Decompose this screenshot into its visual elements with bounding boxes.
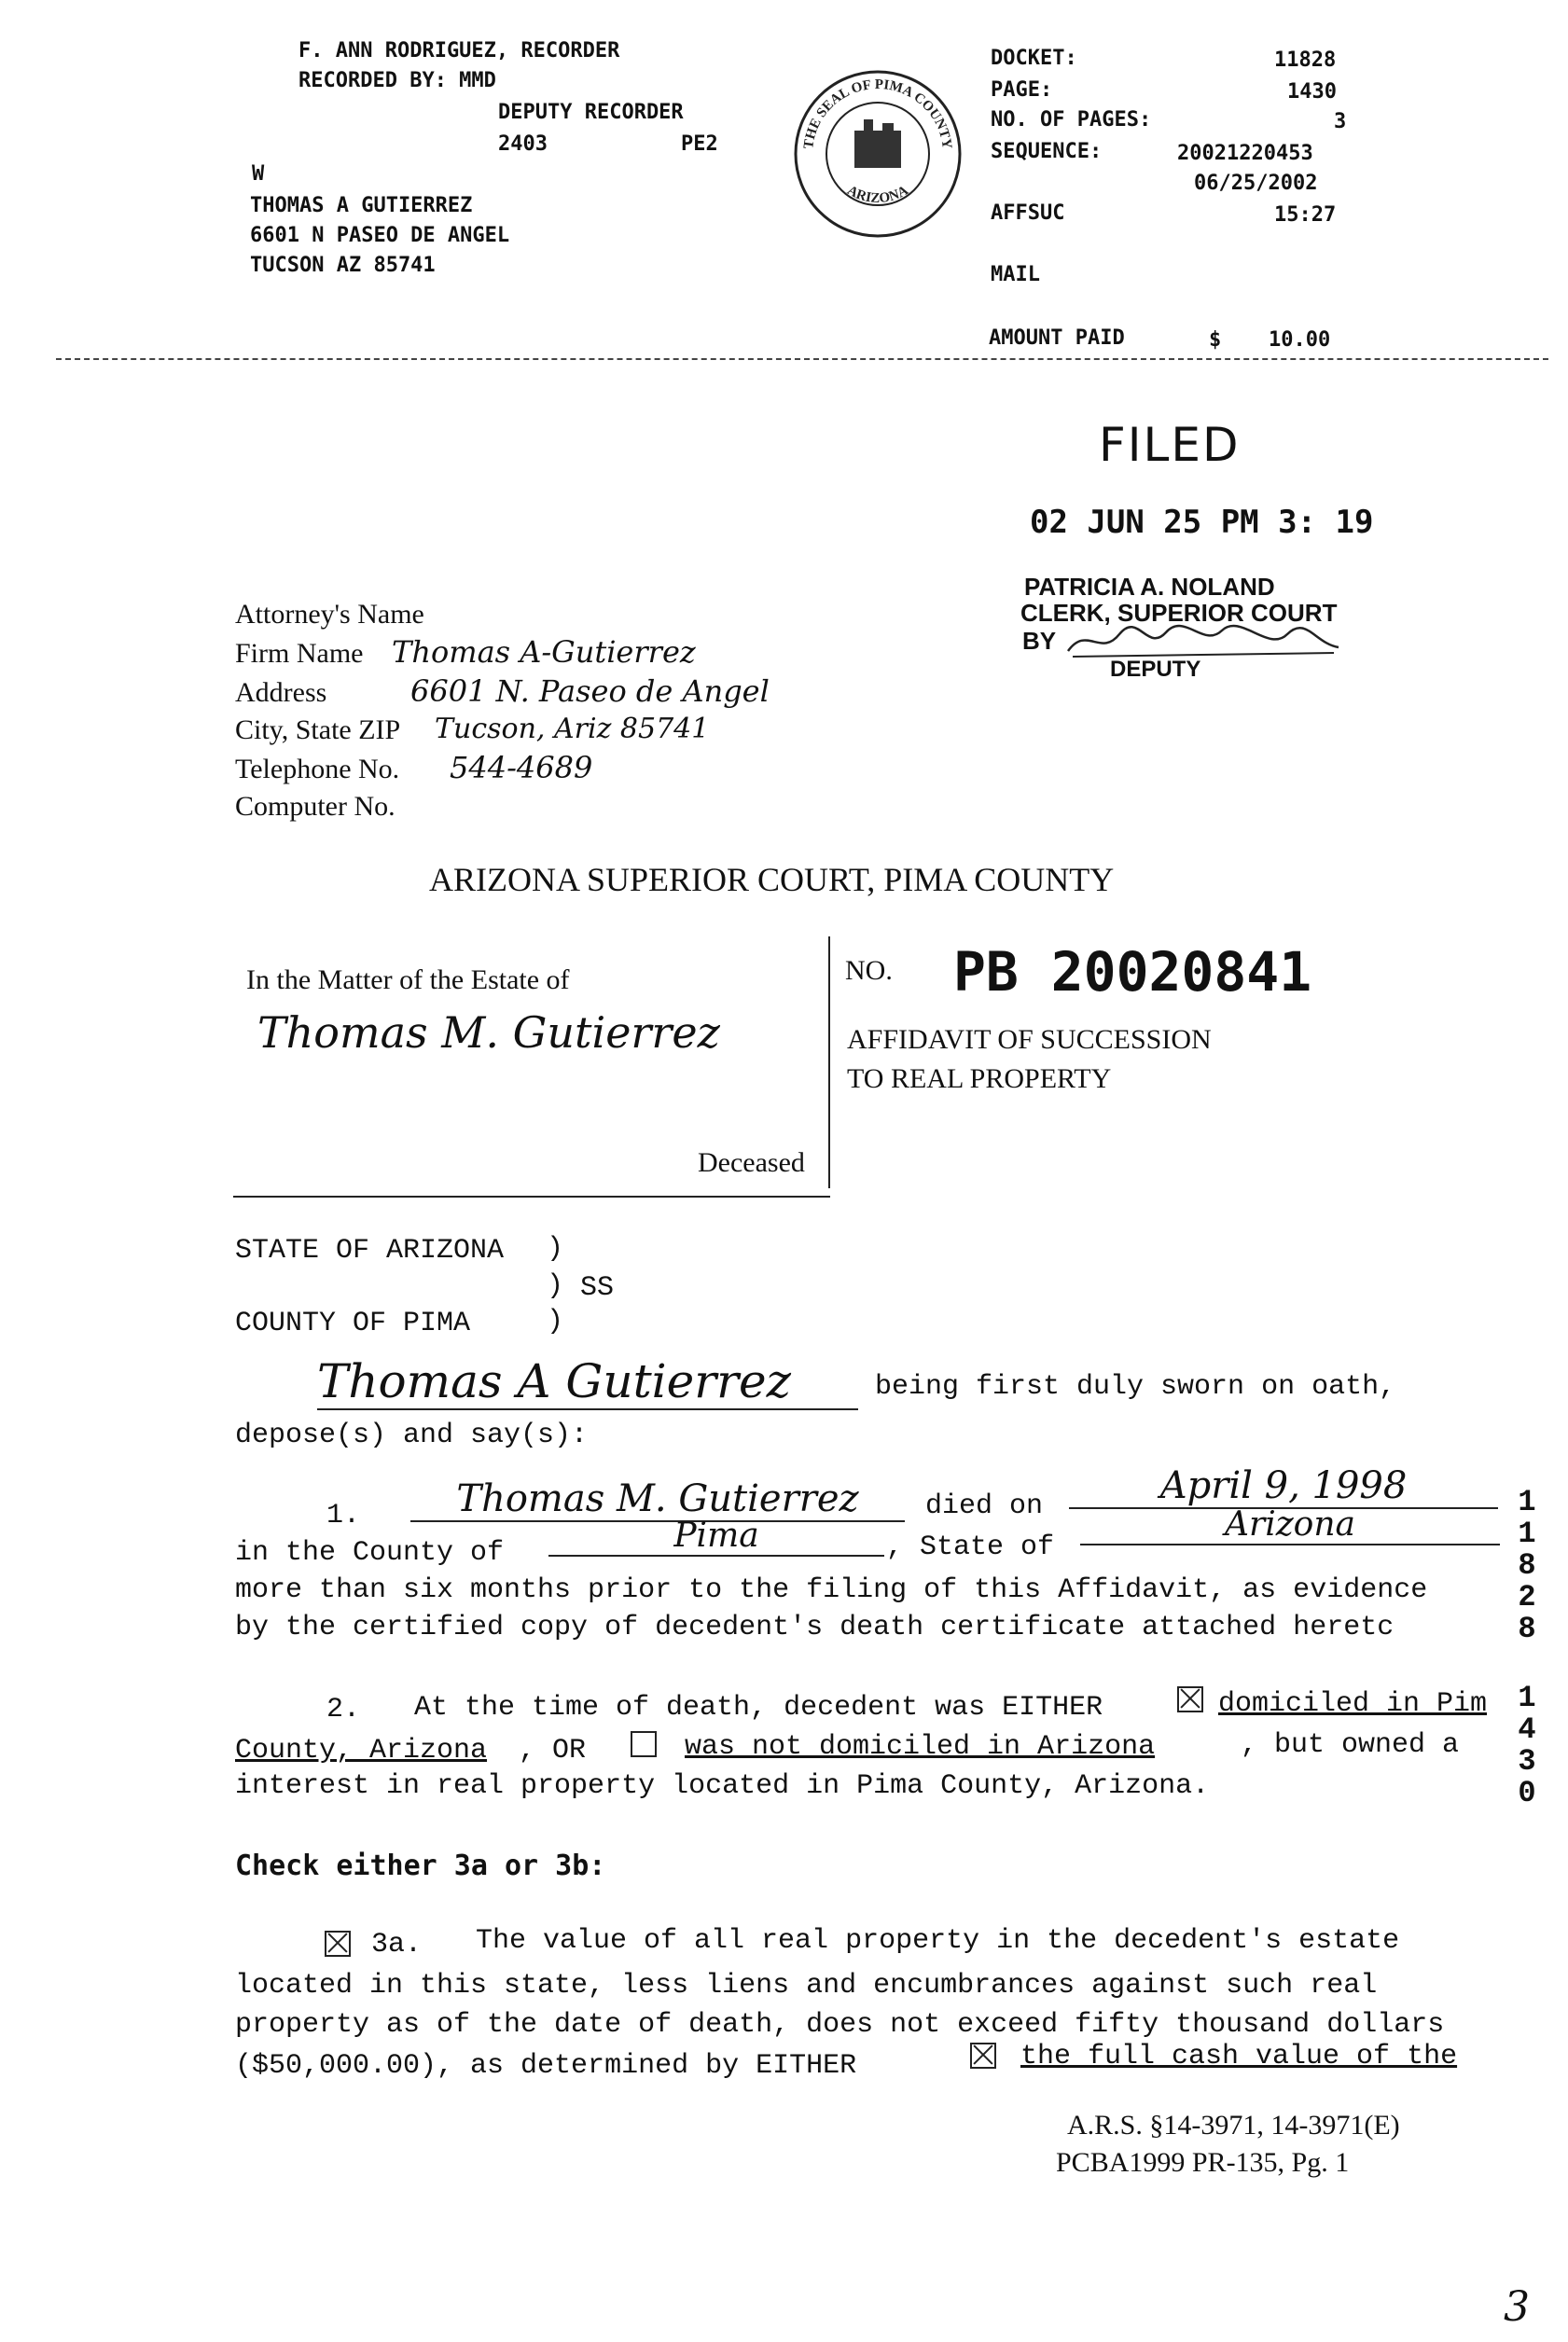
city-state-zip-label: City, State ZIP [235,714,401,745]
margin-digit: 8 [1518,1548,1536,1583]
county-seal [789,65,966,243]
para1-county: Pima [548,1517,884,1557]
para2-or: , OR [519,1735,587,1767]
venue-paren-1: ) [547,1233,564,1265]
decedent-name: Thomas M. Gutierrez [257,1007,720,1058]
para1-decedent-name: Thomas M. Gutierrez [410,1477,905,1522]
sequence-value: 20021220453 [1177,142,1313,165]
case-no-label: NO. [845,955,893,986]
para2-option1-a: domiciled in Pim [1218,1688,1488,1720]
clerk-name: PATRICIA A. NOLAND [1024,573,1275,601]
address-label: Address [235,677,327,708]
para3a-line1: The value of all real property in the decedent's estate [476,1925,1400,1957]
filed-stamp: FILED [1099,418,1241,472]
return-address-city: TUCSON AZ 85741 [250,254,436,277]
document-title-line2: TO REAL PROPERTY [847,1063,1112,1094]
recorder-code-2: PE2 [681,132,718,156]
docket-value: 11828 [1274,49,1337,72]
para1-state-of: , State of [886,1531,1055,1563]
oath-text-line2: depose(s) and say(s): [235,1420,589,1451]
margin-digit: 2 [1518,1580,1536,1614]
city-state-zip-value: Tucson, Ariz 85741 [435,713,710,745]
sequence-label: SEQUENCE: [991,140,1103,163]
para3a-line2: located in this state, less liens and encumbrances against such real [235,1970,1378,2002]
return-address-name: THOMAS A GUTIERREZ [250,194,473,217]
telephone-value: 544-4689 [450,750,593,785]
deputy-recorder-label: DEPUTY RECORDER [498,101,684,124]
w-mark: W [252,162,265,186]
currency-symbol: $ [1209,328,1222,352]
para2-line3: interest in real property located in Pima County, Arizona. [235,1770,1210,1802]
document-title-line1: AFFIDAVIT OF SUCCESSION [847,1024,1212,1055]
docket-label: DOCKET: [991,47,1077,70]
page-mark: 3 [1504,2283,1530,2331]
para1-in-county: in the County of [235,1537,505,1569]
venue-state: STATE OF ARIZONA [235,1235,505,1267]
oath-text-line1: being first duly sworn on oath, [875,1371,1396,1403]
para1-died-on: died on [925,1490,1044,1522]
seal-bottom-text: ARIZONA [844,183,911,207]
seal-top-text: THE SEAL OF PIMA COUNTY [801,76,954,150]
svg-text:ARIZONA [844,183,910,206]
venue-ss: SS [580,1272,615,1304]
computer-no-label: Computer No. [235,791,395,822]
para1-line4: by the certified copy of decedent's death certificate attached heretc [235,1612,1395,1643]
record-date: 06/25/2002 [1194,172,1318,195]
margin-digit: 4 [1518,1712,1536,1747]
estate-matter-label: In the Matter of the Estate of [246,964,570,995]
case-number: PB 20020841 [953,940,1312,1004]
statute-reference: A.R.S. §14-3971, 14-3971(E) [1067,2110,1400,2141]
para3a-line4b: the full cash value of the [1020,2041,1458,2072]
para2-number: 2. [326,1694,361,1725]
return-address-street: 6601 N PASEO DE ANGEL [250,224,510,247]
para1-death-date: April 9, 1998 [1069,1464,1498,1509]
firm-name-value: Thomas A-Gutierrez [392,634,696,670]
para1-line3: more than six months prior to the filing of this Affidavit, as evidence [235,1574,1428,1606]
margin-digit: 3 [1518,1744,1536,1779]
deceased-label: Deceased [698,1147,805,1178]
para2-text-a: At the time of death, decedent was EITHER [414,1692,1103,1724]
margin-digit: 1 [1518,1485,1536,1519]
pages-label: NO. OF PAGES: [991,108,1152,132]
telephone-label: Telephone No. [235,754,400,784]
venue-county: COUNTY OF PIMA [235,1308,471,1339]
firm-name-label: Firm Name [235,638,364,669]
para1-state: Arizona [1080,1505,1500,1545]
margin-digit: 8 [1518,1612,1536,1646]
margin-digit: 0 [1518,1776,1536,1810]
option-3a-checkbox[interactable] [325,1931,351,1959]
record-time: 15:27 [1274,203,1337,227]
form-number: PCBA1999 PR-135, Pg. 1 [1056,2147,1350,2178]
margin-digit: 1 [1518,1517,1536,1551]
address-value: 6601 N. Paseo de Angel [410,673,770,709]
para3a-line4a: ($50,000.00), as determined by EITHER [235,2050,857,2082]
clerk-deputy: DEPUTY [1110,657,1201,682]
header-divider [56,358,1548,364]
recorded-by: RECORDED BY: MMD [298,69,496,92]
para2-option1-b: County, Arizona [235,1735,488,1767]
para3a-number: 3a. [371,1929,423,1961]
page-label: PAGE: [991,78,1053,102]
recorder-code-1: 2403 [498,132,548,156]
clerk-by: BY [1022,627,1057,655]
recorder-name: F. ANN RODRIGUEZ, RECORDER [298,39,620,62]
para2-text-b: , but owned a [1241,1729,1460,1761]
full-cash-value-checkbox[interactable] [970,2043,996,2071]
filed-datetime: 02 JUN 25 PM 3: 19 [1030,504,1374,541]
court-title: ARIZONA SUPERIOR COURT, PIMA COUNTY [429,861,1115,898]
affiant-name: Thomas A Gutierrez [317,1354,858,1410]
venue-paren-3: ) [547,1306,564,1337]
amount-paid-label: AMOUNT PAID [989,326,1125,350]
page-value: 1430 [1287,80,1337,104]
margin-number-group-2 [1515,1683,1539,1809]
mail-label: MAIL [991,263,1040,286]
para1-number: 1. [326,1500,361,1531]
caption-vertical-rule [828,936,830,1188]
venue-paren-2: ) [547,1270,564,1302]
margin-number-group-1 [1515,1487,1539,1645]
doc-type-label: AFFSUC [991,201,1065,225]
amount-paid-value: 10.00 [1269,328,1331,352]
para3a-line3: property as of the date of death, does not exceed fifty thousand dollars [235,2009,1445,2041]
not-domiciled-checkbox[interactable] [631,1731,657,1759]
pages-value: 3 [1334,110,1347,133]
caption-bottom-rule [233,1196,830,1198]
domiciled-checkbox[interactable] [1177,1686,1203,1714]
check-either-heading: Check either 3a or 3b: [235,1850,606,1882]
margin-digit: 1 [1518,1681,1536,1715]
clerk-title: CLERK, SUPERIOR COURT [1020,599,1338,627]
clerk-signature [1063,606,1343,672]
para2-option2: was not domiciled in Arizona [685,1731,1156,1763]
attorney-name-label: Attorney's Name [235,599,424,630]
